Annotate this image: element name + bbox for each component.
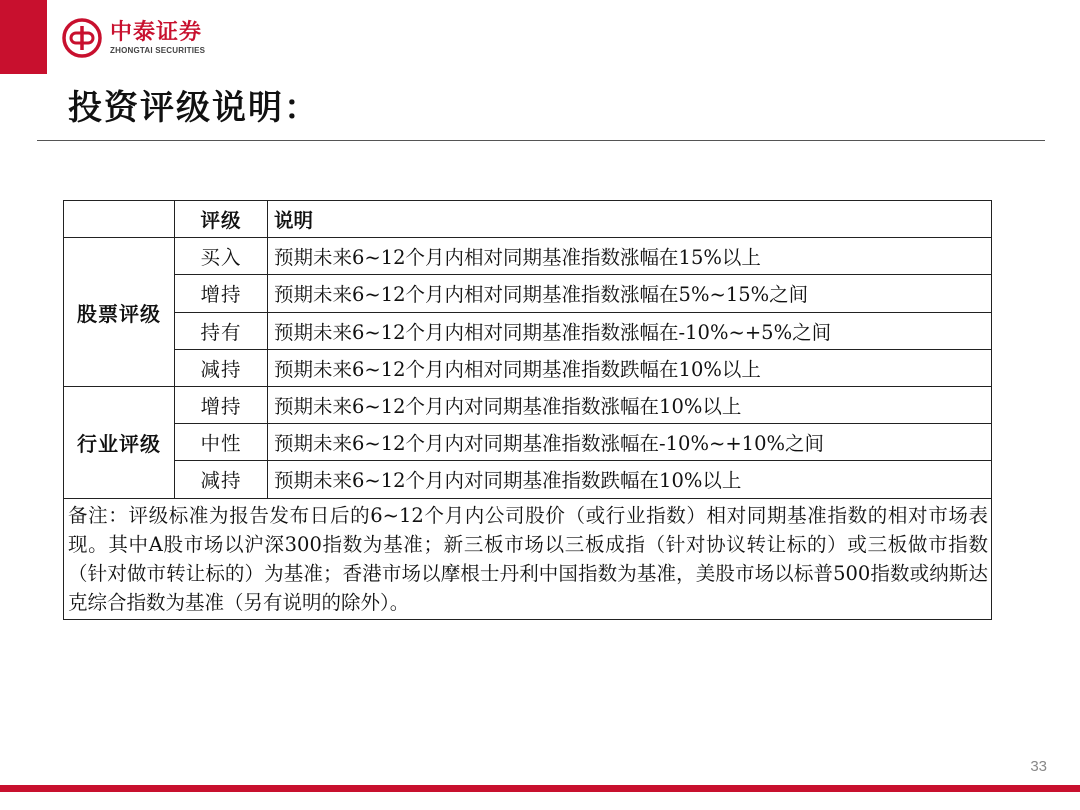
category-industry-rating: 行业评级 [64, 386, 175, 498]
rating-cell: 增持 [175, 275, 268, 312]
rating-cell: 增持 [175, 386, 268, 423]
description-cell: 预期未来6~12个月内对同期基准指数涨幅在-10%~+10%之间 [268, 424, 992, 461]
zhongtai-logo-icon [62, 18, 102, 58]
rating-cell: 持有 [175, 312, 268, 349]
rating-cell: 减持 [175, 349, 268, 386]
description-cell: 预期未来6~12个月内相对同期基准指数跌幅在10%以上 [268, 349, 992, 386]
corner-brand-bar [0, 0, 47, 74]
description-cell: 预期未来6~12个月内对同期基准指数跌幅在10%以上 [268, 461, 992, 498]
table-note: 备注：评级标准为报告发布日后的6~12个月内公司股价（或行业指数）相对同期基准指数的相对市场表现。其中A股市场以沪深300指数为基准；新三板市场以三板成指（针对协议转让标的）或三板做市指数（针对做市转让标的）为基准；香港市场以摩根士丹利中国指数为基准，美股市场以标普500指数或纳斯达克综合指数为基准（另有说明的除外）。 [64, 498, 992, 619]
logo-name-cn: 中泰证券 [110, 19, 203, 45]
header-rating: 评级 [175, 201, 268, 238]
table-row [64, 386, 992, 423]
company-logo [62, 18, 205, 58]
description-cell: 预期未来6~12个月内相对同期基准指数涨幅在15%以上 [268, 238, 992, 275]
table-row [64, 349, 992, 386]
table-row [64, 312, 992, 349]
description-cell: 预期未来6~12个月内相对同期基准指数涨幅在-10%~+5%之间 [268, 312, 992, 349]
page-number: 33 [1030, 758, 1047, 775]
table-row [64, 275, 992, 312]
page-title: 投资评级说明： [68, 88, 320, 128]
rating-cell: 中性 [175, 424, 268, 461]
rating-cell: 减持 [175, 461, 268, 498]
table-header-row [64, 201, 992, 238]
title-divider [37, 140, 1045, 141]
table-row [64, 238, 992, 275]
footer-brand-bar [0, 785, 1080, 792]
table-row [64, 461, 992, 498]
header-blank-cell [64, 201, 175, 238]
description-cell: 预期未来6~12个月内相对同期基准指数涨幅在5%~15%之间 [268, 275, 992, 312]
table-note-row [64, 498, 992, 619]
table-row [64, 424, 992, 461]
category-stock-rating: 股票评级 [64, 238, 175, 387]
logo-name-en: ZHONGTAI SECURITIES [110, 45, 206, 55]
rating-table [63, 200, 992, 620]
header-description: 说明 [268, 201, 992, 238]
rating-cell: 买入 [175, 238, 268, 275]
description-cell: 预期未来6~12个月内对同期基准指数涨幅在10%以上 [268, 386, 992, 423]
